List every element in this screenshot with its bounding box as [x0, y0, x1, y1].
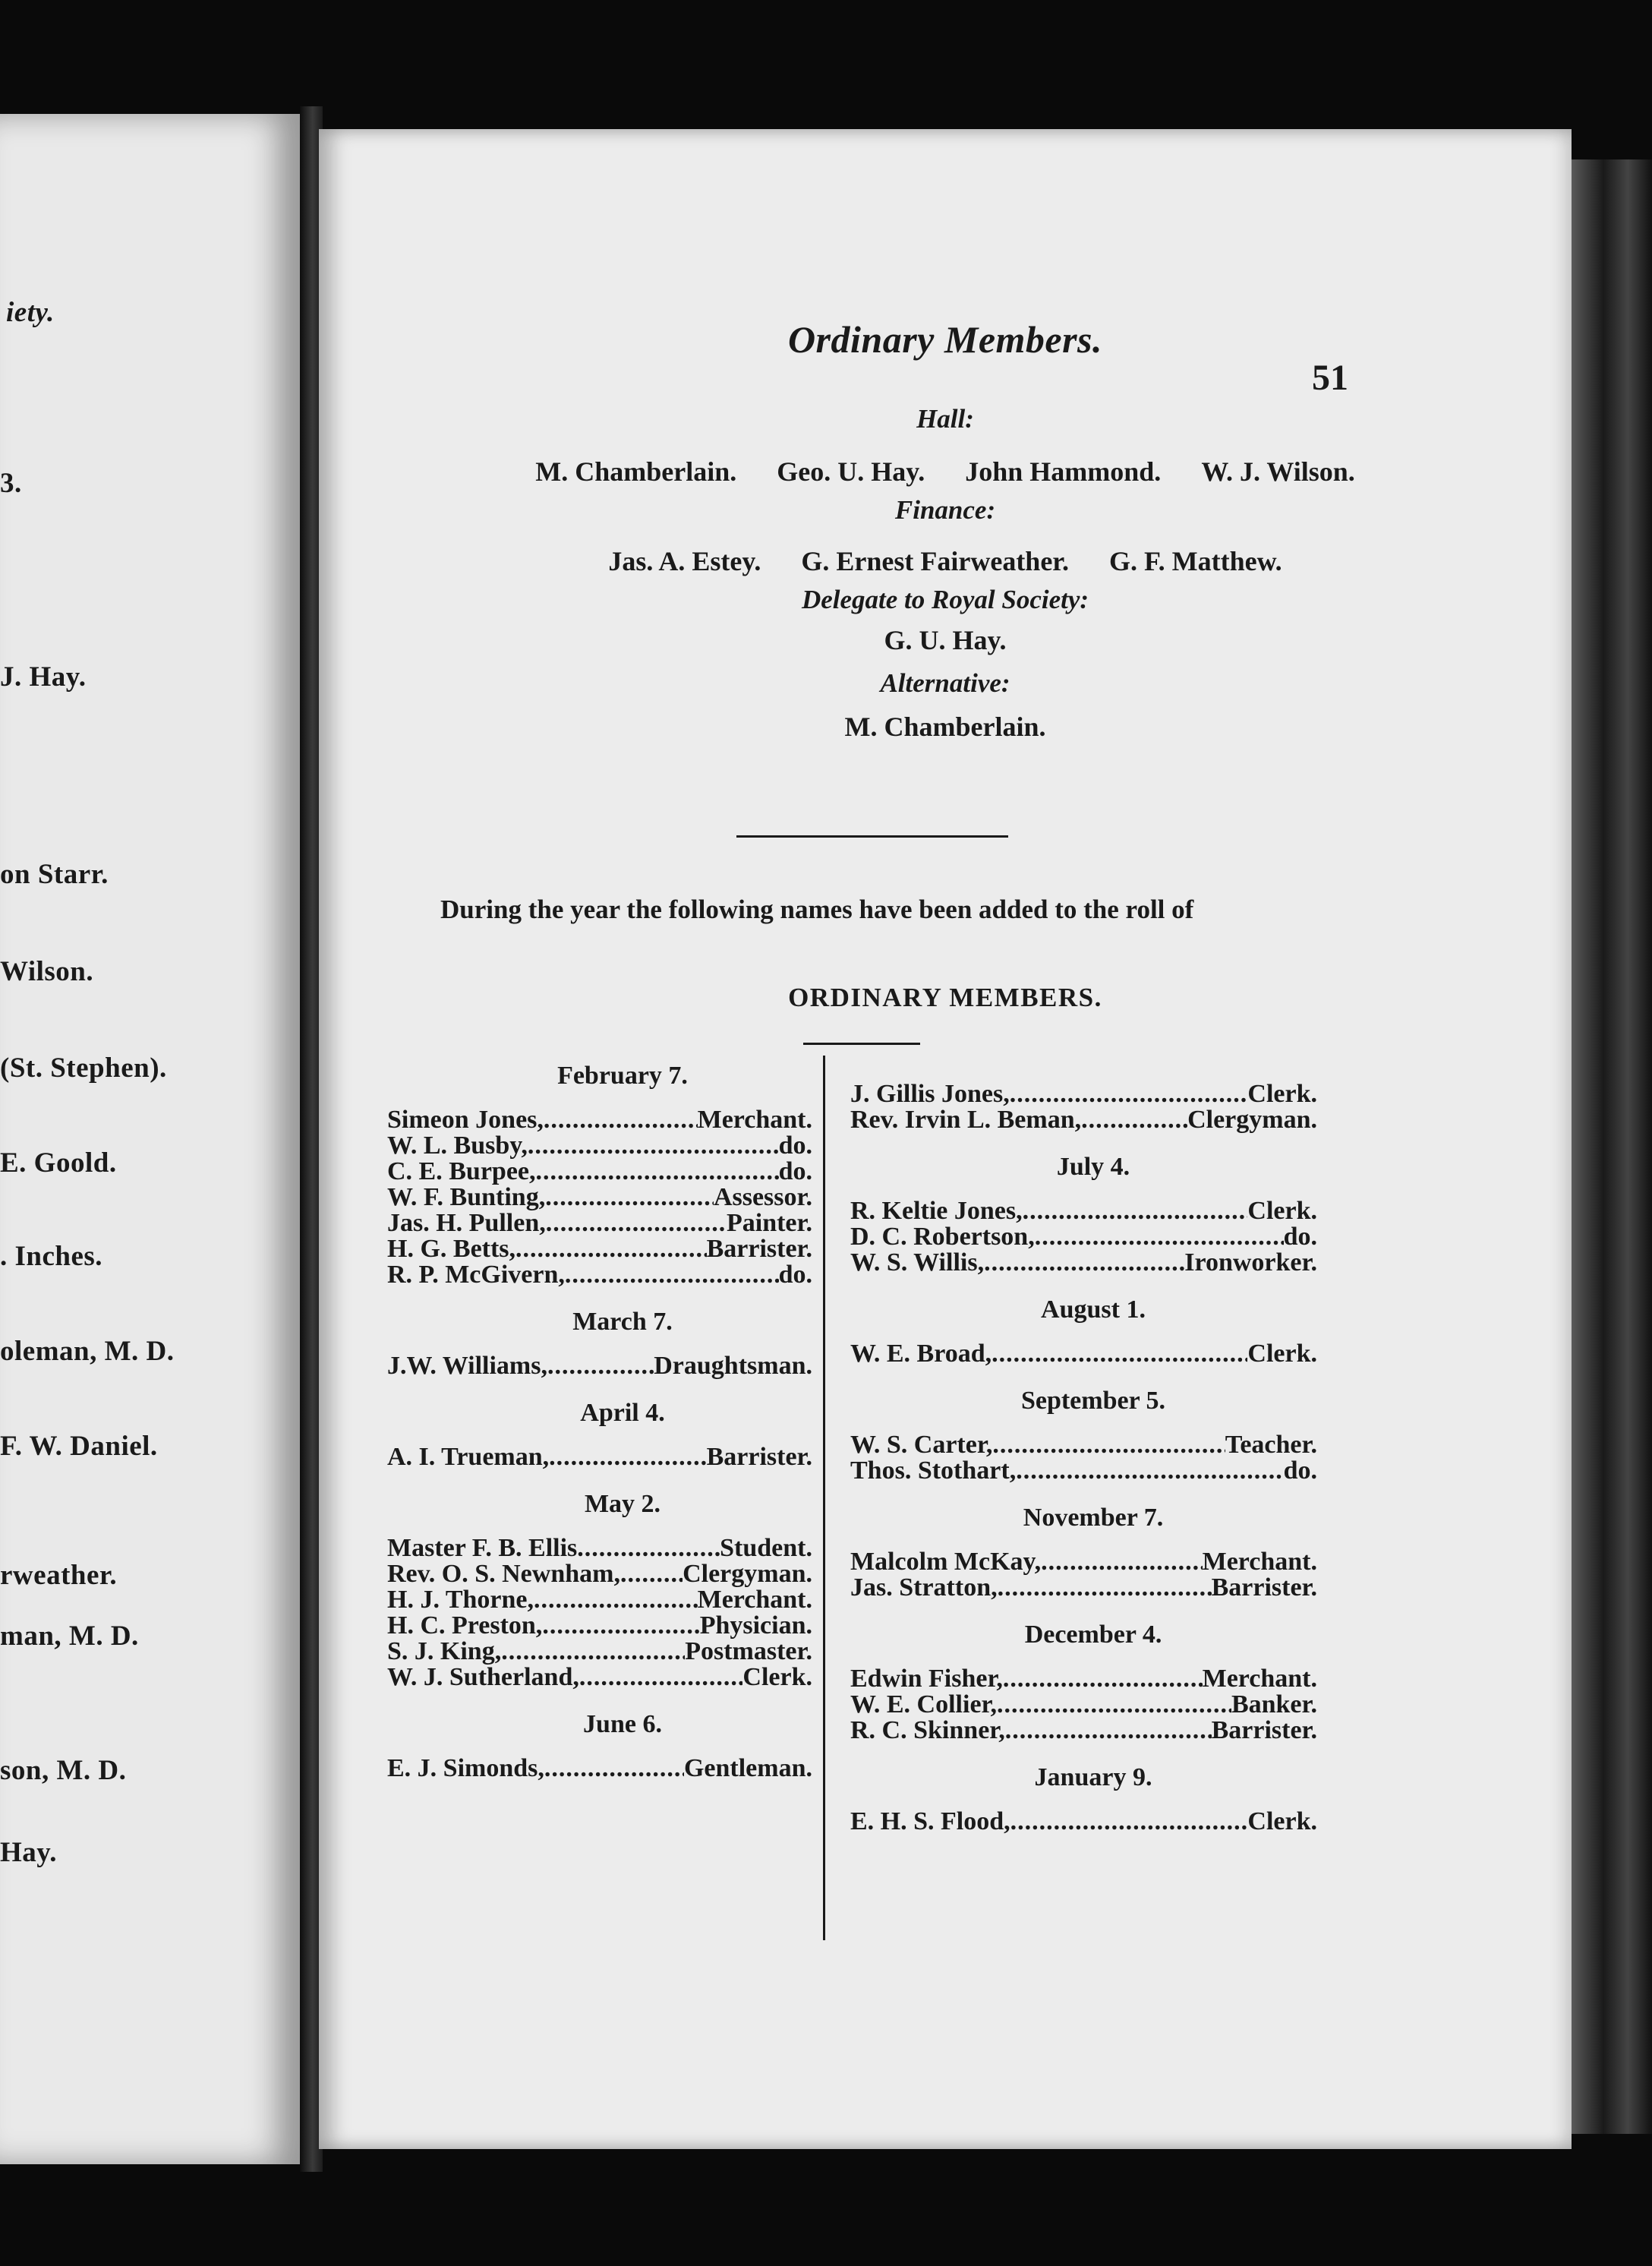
finance-members	[319, 545, 1572, 577]
member-entry	[850, 1548, 1317, 1576]
member-entry	[387, 1611, 812, 1640]
member-occupation: Clerk.	[1247, 1080, 1317, 1108]
left-line: on Starr.	[0, 859, 109, 890]
leader-dots	[549, 1443, 706, 1472]
left-line: rweather.	[0, 1560, 118, 1591]
month-heading: May 2.	[584, 1490, 661, 1518]
intro-text: During the year the following names have been added to the roll of	[440, 895, 1194, 924]
member-occupation: do.	[778, 1131, 812, 1160]
leader-dots	[542, 1611, 699, 1640]
member-occupation: Assessor.	[713, 1183, 812, 1211]
left-line: E. Goold.	[0, 1147, 117, 1179]
member-name: H. G. Betts,	[387, 1235, 516, 1263]
member-entry	[850, 1716, 1317, 1745]
member-name: H. C. Preston,	[387, 1611, 543, 1640]
month-heading: January 9.	[1034, 1763, 1152, 1791]
member-entry	[850, 1223, 1317, 1251]
month-heading: March 7.	[572, 1308, 673, 1336]
alternative-name: M. Chamberlain.	[844, 712, 1046, 742]
leader-dots	[1003, 1665, 1203, 1693]
leader-dots	[997, 1690, 1231, 1719]
member-entry	[387, 1586, 812, 1614]
leader-dots	[579, 1663, 743, 1692]
member-entry	[387, 1637, 812, 1666]
member-name: Jas. Stratton,	[850, 1573, 998, 1602]
member-entry	[387, 1235, 812, 1264]
leader-dots	[992, 1431, 1225, 1460]
member-name: W. S. Willis,	[850, 1248, 985, 1277]
leader-dots	[984, 1248, 1184, 1277]
member-occupation: do.	[778, 1157, 812, 1185]
member-entry	[850, 1106, 1317, 1135]
hall-member: M. Chamberlain.	[535, 456, 737, 487]
member-name: C. E. Burpee,	[387, 1157, 536, 1185]
left-line: oleman, M. D.	[0, 1336, 175, 1367]
member-occupation: Student.	[720, 1534, 812, 1562]
leader-dots	[1023, 1197, 1248, 1226]
leader-dots	[577, 1534, 720, 1563]
member-name: E. H. S. Flood,	[850, 1807, 1010, 1835]
member-occupation: do.	[1283, 1456, 1317, 1485]
page-number: 51	[1312, 358, 1348, 398]
member-occupation: Clergyman.	[1187, 1106, 1317, 1134]
leader-dots	[547, 1352, 654, 1381]
book-edge	[1572, 159, 1652, 2134]
member-name: Jas. H. Pullen,	[387, 1209, 546, 1237]
leader-dots	[1010, 1080, 1248, 1109]
member-occupation: Barrister.	[706, 1235, 812, 1263]
member-name: W. F. Bunting,	[387, 1183, 546, 1211]
leader-dots	[1016, 1456, 1283, 1485]
member-occupation: Physician.	[699, 1611, 812, 1640]
member-occupation: Barrister.	[1211, 1573, 1317, 1602]
member-occupation: do.	[1283, 1223, 1317, 1251]
left-line: . Inches.	[0, 1241, 103, 1272]
member-occupation: Clerk.	[1247, 1807, 1317, 1835]
leader-dots	[1081, 1106, 1187, 1135]
member-occupation: Ironworker.	[1184, 1248, 1317, 1277]
member-entry	[387, 1663, 812, 1692]
left-line: J. Hay.	[0, 661, 87, 693]
leader-dots	[501, 1637, 685, 1666]
roll-title: ORDINARY MEMBERS.	[788, 983, 1102, 1012]
member-entry	[850, 1573, 1317, 1602]
member-entry	[387, 1106, 812, 1135]
leader-dots	[565, 1261, 779, 1289]
member-name: H. J. Thorne,	[387, 1586, 534, 1614]
left-line: iety.	[6, 297, 55, 328]
page-title: Ordinary Members.	[787, 318, 1103, 361]
leader-dots	[545, 1183, 714, 1212]
member-occupation: Merchant.	[1202, 1665, 1317, 1693]
leader-dots	[1035, 1223, 1284, 1251]
leader-dots	[1010, 1807, 1248, 1836]
member-occupation: Clerk.	[1247, 1340, 1317, 1368]
left-line: Hay.	[0, 1837, 57, 1868]
leader-dots	[992, 1340, 1247, 1368]
member-occupation: Merchant.	[697, 1586, 812, 1614]
member-name: R. Keltie Jones,	[850, 1197, 1023, 1225]
member-occupation: Draughtsman.	[654, 1352, 812, 1380]
delegate-label: Delegate to Royal Society:	[801, 585, 1089, 614]
month-heading: April 4.	[580, 1399, 665, 1427]
finance-member: G. F. Matthew.	[1108, 546, 1282, 576]
member-name: E. J. Simonds,	[387, 1754, 544, 1782]
member-occupation: Merchant.	[697, 1106, 812, 1134]
leader-dots	[515, 1235, 707, 1264]
leader-dots	[528, 1131, 779, 1160]
member-entry	[387, 1209, 812, 1238]
month-heading: June 6.	[583, 1710, 662, 1738]
finance-member: G. Ernest Fairweather.	[801, 546, 1069, 576]
column-divider	[823, 1056, 825, 1940]
member-occupation: Postmaster.	[685, 1637, 812, 1665]
leader-dots	[1041, 1548, 1202, 1576]
hall-members	[319, 456, 1572, 488]
member-entry	[387, 1131, 812, 1160]
finance-label: Finance:	[894, 495, 996, 525]
month-heading: September 5.	[1020, 1387, 1166, 1415]
member-name: Master F. B. Ellis	[387, 1534, 578, 1562]
member-name: W. E. Collier,	[850, 1690, 998, 1718]
member-name: R. C. Skinner,	[850, 1716, 1005, 1744]
leader-dots	[1005, 1716, 1212, 1745]
member-entry	[850, 1197, 1317, 1226]
left-line: son, M. D.	[0, 1755, 127, 1786]
month-heading: December 4.	[1024, 1621, 1162, 1649]
left-line: 3.	[0, 468, 22, 499]
alternative-label: Alternative:	[880, 668, 1010, 698]
hall-member: W. J. Wilson.	[1201, 456, 1355, 487]
member-entry	[850, 1456, 1317, 1485]
member-name: Thos. Stothart,	[850, 1456, 1017, 1485]
left-line: (St. Stephen).	[0, 1053, 167, 1084]
member-entry	[387, 1443, 812, 1472]
member-entry	[387, 1352, 812, 1381]
member-occupation: Painter.	[726, 1209, 812, 1237]
hall-member: Geo. U. Hay.	[777, 456, 925, 487]
member-entry	[850, 1807, 1317, 1836]
month-heading: July 4.	[1056, 1153, 1130, 1181]
roll-rule	[803, 1043, 920, 1045]
left-line: man, M. D.	[0, 1621, 139, 1652]
finance-member: Jas. A. Estey.	[608, 546, 761, 576]
member-name: S. J. King,	[387, 1637, 502, 1665]
leader-dots	[546, 1209, 727, 1238]
member-entry	[387, 1534, 812, 1563]
member-name: Rev. Irvin L. Beman,	[850, 1106, 1082, 1134]
member-entry	[387, 1261, 812, 1289]
member-name: W. E. Broad,	[850, 1340, 992, 1368]
leader-dots	[534, 1586, 698, 1614]
member-entry	[850, 1431, 1317, 1460]
member-entry	[850, 1690, 1317, 1719]
member-name: Edwin Fisher,	[850, 1665, 1003, 1693]
member-entry	[850, 1340, 1317, 1368]
left-page	[0, 114, 300, 2164]
member-occupation: do.	[778, 1261, 812, 1289]
member-name: W. L. Busby,	[387, 1131, 528, 1160]
left-line: Wilson.	[0, 956, 94, 987]
member-name: Malcolm McKay,	[850, 1548, 1042, 1576]
section-rule	[736, 835, 1008, 838]
member-occupation: Clerk.	[742, 1663, 812, 1691]
member-occupation: Clerk.	[1247, 1197, 1317, 1225]
member-occupation: Barrister.	[1211, 1716, 1317, 1744]
member-entry	[387, 1560, 812, 1589]
member-occupation: Gentleman.	[683, 1754, 812, 1782]
member-occupation: Teacher.	[1225, 1431, 1317, 1459]
member-name: Rev. O. S. Newnham,	[387, 1560, 620, 1588]
leader-dots	[544, 1106, 698, 1135]
member-entry	[850, 1248, 1317, 1277]
member-name: J.W. Williams,	[387, 1352, 547, 1380]
delegate-name: G. U. Hay.	[884, 625, 1007, 655]
hall-label: Hall:	[916, 404, 974, 434]
leader-dots	[544, 1754, 684, 1783]
month-heading: August 1.	[1041, 1296, 1146, 1324]
leader-dots	[998, 1573, 1212, 1602]
member-entry	[850, 1665, 1317, 1693]
member-entry	[387, 1754, 812, 1783]
member-occupation: Barrister.	[706, 1443, 812, 1471]
month-heading: November 7.	[1023, 1504, 1164, 1532]
member-name: W. S. Carter,	[850, 1431, 993, 1459]
hall-member: John Hammond.	[965, 456, 1162, 487]
member-name: W. J. Sutherland,	[387, 1663, 579, 1691]
member-name: A. I. Trueman,	[387, 1443, 550, 1471]
member-occupation: Merchant.	[1202, 1548, 1317, 1576]
left-line: F. W. Daniel.	[0, 1431, 158, 1462]
member-entry	[850, 1080, 1317, 1109]
member-entry	[387, 1183, 812, 1212]
member-occupation: Clergyman.	[683, 1560, 812, 1588]
member-occupation: Banker.	[1231, 1690, 1317, 1718]
member-name: J. Gillis Jones,	[850, 1080, 1010, 1108]
member-name: D. C. Robertson,	[850, 1223, 1035, 1251]
member-name: R. P. McGivern,	[387, 1261, 565, 1289]
member-entry	[387, 1157, 812, 1186]
member-name: Simeon Jones,	[387, 1106, 544, 1134]
month-heading: February 7.	[557, 1062, 688, 1090]
leader-dots	[620, 1560, 683, 1589]
leader-dots	[536, 1157, 779, 1186]
